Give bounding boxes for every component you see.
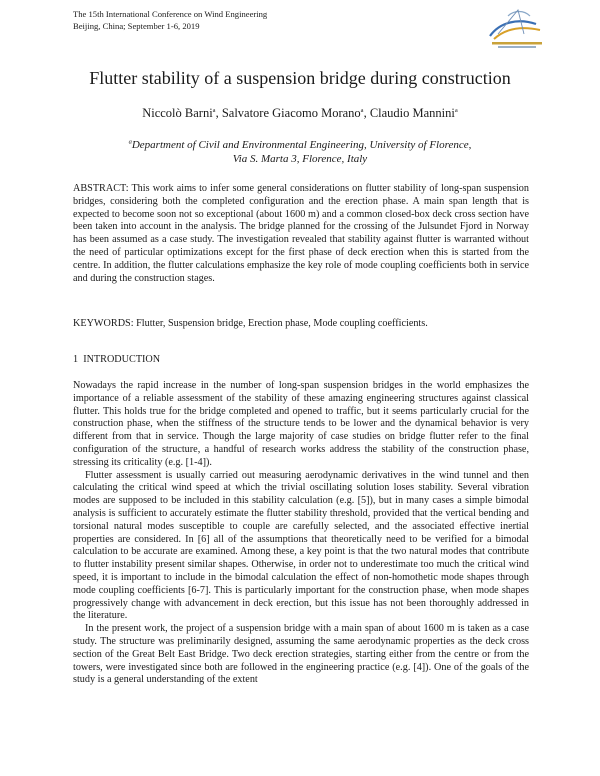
paragraph: Nowadays the rapid increase in the number of long-span suspension bridges in the world emphasizes the importance of a reliable assessment of the stability of these amazing engineering structures against classical flutter. This holds true for the bridge completed and opened to traffic, but it seems particularly crucial for the construction phase, when the stiffness of the structure tends to be lower and the dynamical behavior is very different from that in service. Though the large majority of case studies on bridge flutter refer to the final configuration of the structure, a handful of research works address the stability of the construction phase, stressing its criticality (e.g. [1-4]). <box>73 380 529 468</box>
affiliation <box>0 138 600 166</box>
section-title: INTRODUCTION <box>83 354 161 365</box>
author-affiliation-mark: a <box>212 106 216 114</box>
author-affiliation-mark: a <box>454 106 458 114</box>
affiliation-address: Via S. Marta 3, Florence, Italy <box>232 153 368 165</box>
conference-logo <box>478 4 556 50</box>
conference-location-date: Beijing, China; September 1-6, 2019 <box>73 21 200 31</box>
author-affiliation-mark: a <box>360 106 364 114</box>
abstract: ABSTRACT: This work aims to infer some general considerations on flutter stability of long-span suspension bridges, considering both the completed configuration and the erection phase. A main span length that is expected to become soon not so exceptional (about 1600 m) and a common closed-box deck cross section have been taken into account in the analysis. The bridge planned for the crossing of the Julsundet Fjord in Norway has been assumed as a case study. The investigation revealed that stability against flutter is warranted without the need of particular optimizations except for the first phase of deck erection when this is started from the centre. In addition, the flutter calculations emphasize the key role of mode coupling coefficients both in service and during the construction stages. <box>73 183 529 284</box>
section-heading <box>73 354 160 365</box>
conference-header <box>73 8 267 32</box>
paper-title: Flutter stability of a suspension bridge during construction <box>89 68 511 88</box>
author-name: Salvatore Giacomo Morano <box>221 106 361 120</box>
paragraph: In the present work, the project of a suspension bridge with a main span of about 1600 m is taken as a case study. The structure was preliminarily designed, assuming the same aerodynamic properties as the deck cross section of the Great Belt East Bridge. Two deck erection strategies, starting either from the centre or from the towers, were investigated since both are followed in the engineering practice (e.g. [4]). One of the goals of the study is a general understanding of the extent <box>73 623 529 686</box>
introduction-text <box>73 380 529 687</box>
author-name: Niccolò Barni <box>142 106 213 120</box>
affiliation-mark: a <box>128 138 132 146</box>
section-number: 1 <box>73 354 79 365</box>
conference-name: The 15th International Conference on Wind Engineering <box>73 9 268 19</box>
author-name: Claudio Mannini <box>369 106 455 120</box>
affiliation-line: Department of Civil and Environmental Engineering, University of Florence, <box>131 139 472 151</box>
paragraph: Flutter assessment is usually carried out measuring aerodynamic derivatives in the wind tunnel and then calculating the critical wind speed at which the trivial oscillating solution loses stability. Several vibration modes are supposed to be included in this stability calculation (e.g. [5]), but in many cases a simple bimodal analysis is sufficient to accurately estimate the flutter stability threshold, provided that the vertical bending and torsional natural modes susceptible to couple are carefully selected, and the associated effective inertial properties are considered. In [6] all of the assumptions that theoretically need to be verified for a bimodal calculation to be accurate are examined. Among these, a key point is that the two natural modes that contribute to flutter instability present similar shapes. Otherwise, in order not to underestimate too much the critical wind speed, it is important to include in the bimodal calculation the effect of non-homothetic mode shapes through mode coupling coefficients [6-7]. This is particularly important for the construction phase, when mode shapes progressively change with advancement in deck erection, but this issue has not been thoroughly addressed in the literature. <box>73 469 529 622</box>
keywords: KEYWORDS: Flutter, Suspension bridge, Erection phase, Mode coupling coefficients. <box>73 318 428 329</box>
author-list: Niccolò Barni$^a$, Salvatore Giacomo Morano$^a$, Claudio Mannini$^a$ <box>142 106 458 120</box>
